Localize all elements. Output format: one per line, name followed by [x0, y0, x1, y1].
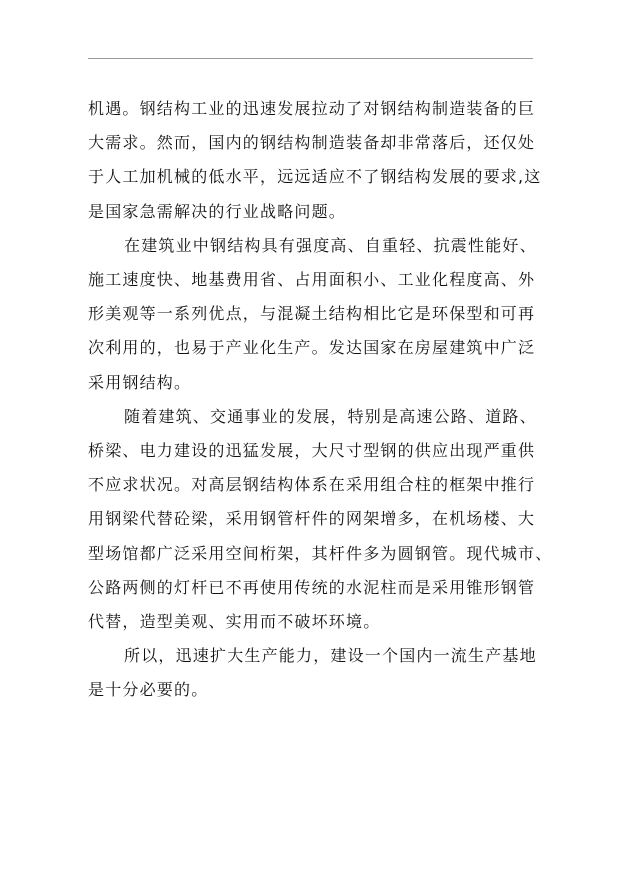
text-line: 公路两侧的灯杆已不再使用传统的水泥柱而是采用锥形钢管	[88, 577, 536, 597]
text-line: 于人工加机械的低水平，远远适应不了钢结构发展的要求,这	[88, 167, 542, 187]
header-divider	[88, 58, 533, 59]
text-line: 所以，迅速扩大生产能力，建设一个国内一流生产基地	[124, 646, 537, 666]
text-line: 在建筑业中钢结构具有强度高、自重轻、抗震性能好、	[124, 235, 537, 255]
paragraph-3	[88, 400, 553, 639]
paragraph-4	[88, 639, 538, 707]
text-line: 施工速度快、地基费用省、占用面积小、工业化程度高、外	[88, 270, 536, 290]
text-line: 用钢梁代替砼梁，采用钢管杆件的网架增多，在机场楼、大	[88, 509, 536, 529]
text-line: 大需求。然而，国内的钢结构制造装备却非常落后，还仅处	[88, 133, 536, 153]
document-body	[88, 92, 553, 708]
paragraph-2	[88, 229, 538, 400]
text-line: 形美观等一系列优点，与混凝土结构相比它是环保型和可再	[88, 304, 536, 324]
text-line: 代替，造型美观、实用而不破坏环境。	[88, 612, 381, 632]
text-line: 采用钢结构。	[88, 372, 192, 392]
text-line: 次利用的，也易于产业化生产。发达国家在房屋建筑中广泛	[88, 338, 536, 358]
paragraph-1	[88, 92, 542, 229]
text-line: 不应求状况。对高层钢结构体系在采用组合柱的框架中推行	[88, 475, 536, 495]
text-line: 随着建筑、交通事业的发展，特别是高速公路、道路、	[124, 406, 537, 426]
text-line: 型场馆都广泛采用空间桁架，其杆件多为圆钢管。现代城市、	[88, 543, 553, 563]
text-line: 机遇。钢结构工业的迅速发展拉动了对钢结构制造装备的巨	[88, 99, 536, 118]
text-line: 是国家急需解决的行业战略问题。	[88, 201, 347, 221]
text-line: 是十分必要的。	[88, 680, 209, 700]
text-line: 桥梁、电力建设的迅猛发展，大尺寸型钢的供应出现严重供	[88, 441, 536, 461]
